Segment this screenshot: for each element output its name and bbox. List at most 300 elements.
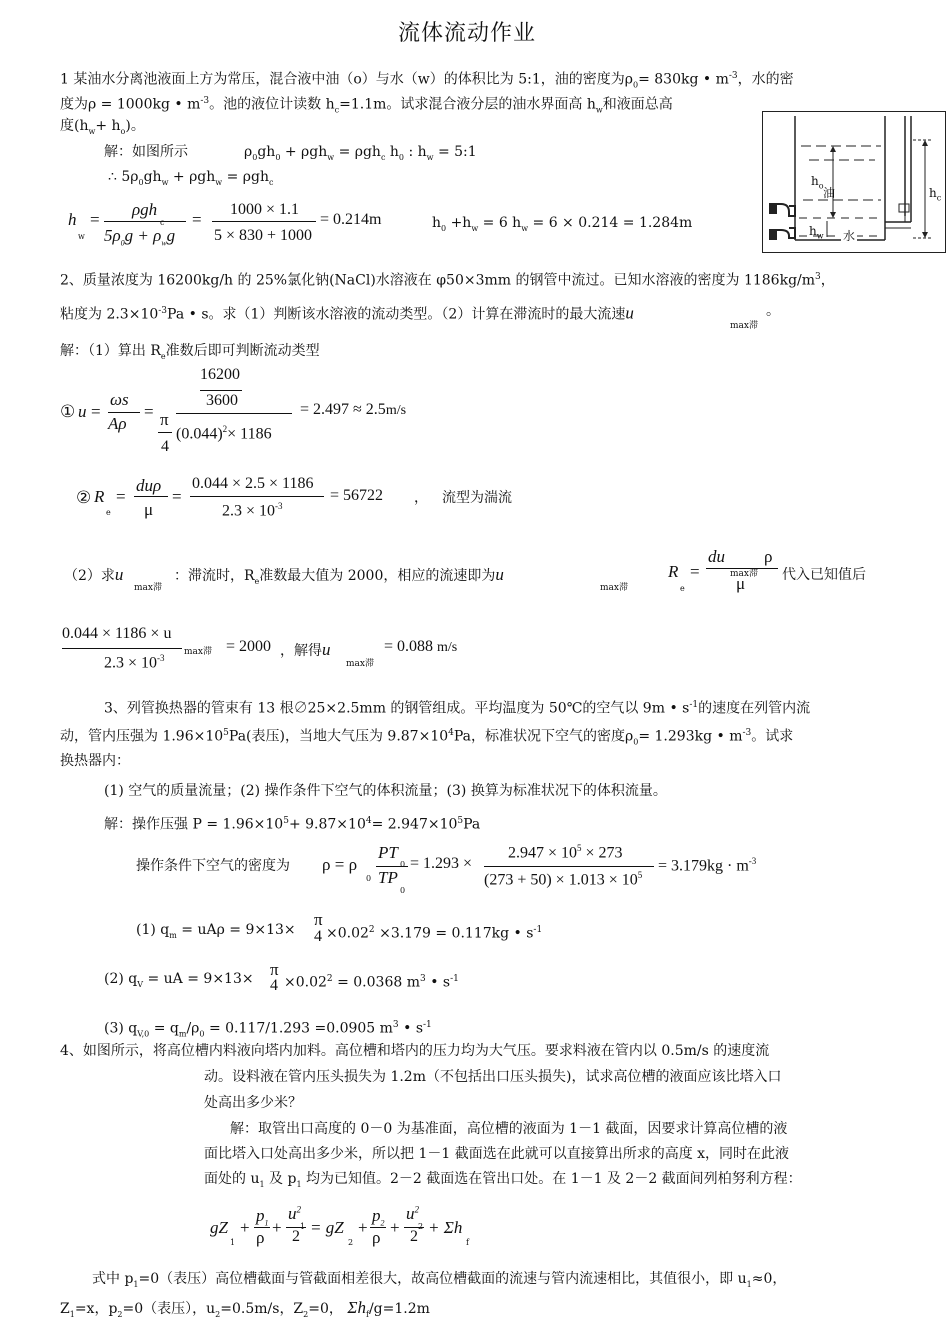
- p4-line1: 4、如图所示，将高位槽内料液向塔内加料。高位槽和塔内的压力均为大气压。要求料液在管内以 0.5m/s 的速度流: [60, 1043, 770, 1059]
- circ2: ②: [76, 488, 92, 507]
- text: p: [256, 1206, 265, 1225]
- fval: [384, 638, 457, 657]
- frac-num2: 1000 × 1.1: [230, 201, 300, 218]
- four: 4: [314, 928, 322, 945]
- sub: 0: [252, 152, 258, 162]
- text: gh: [143, 169, 162, 185]
- sub: w: [327, 152, 335, 162]
- sub: 2: [303, 1309, 309, 1319]
- sub: w: [471, 223, 479, 233]
- durho: duρ: [136, 476, 162, 495]
- text: ∴ 5ρ: [108, 169, 139, 185]
- sub: V,0: [137, 1029, 150, 1039]
- text: u: [288, 1204, 297, 1223]
- text: = gZ: [310, 1218, 344, 1237]
- sub: e: [160, 351, 166, 361]
- sub: 0: [400, 860, 406, 869]
- sub: e: [254, 576, 260, 586]
- sup: -1: [423, 1020, 432, 1030]
- text: + ρgh: [172, 169, 216, 185]
- rho-eq2: = 1.293 ×: [410, 855, 473, 872]
- plus: +: [390, 1218, 400, 1237]
- frac-den2: 5 × 830 + 1000: [214, 227, 313, 244]
- sup: -3: [748, 856, 757, 866]
- text: =0，: [308, 1301, 343, 1317]
- p4-last1: [92, 1270, 786, 1294]
- sub: w: [816, 231, 824, 241]
- sub: w: [521, 223, 529, 233]
- u2: [406, 1204, 419, 1224]
- p3-line3: 换热器内：: [60, 753, 130, 769]
- fraction-bar: [190, 496, 324, 497]
- fsol: [280, 641, 331, 660]
- sub: c: [268, 177, 274, 187]
- sup: 5: [637, 870, 643, 880]
- text: 0.044 × 1186 × u: [62, 625, 172, 642]
- sub: 0: [633, 737, 639, 747]
- sup: 2: [414, 1204, 419, 1215]
- sup: -1: [689, 700, 699, 710]
- p3-line2: [60, 724, 793, 751]
- text: u: [495, 565, 504, 584]
- sub: c: [160, 218, 165, 227]
- text: PT: [378, 843, 398, 862]
- sup: 4: [448, 728, 454, 738]
- sub: e: [106, 508, 111, 517]
- q2e: 代入已知值后: [782, 567, 866, 583]
- text: Pa • s。求（1）判断该水溶液的流动类型。（2）计算在滞流时的最大流速: [167, 306, 626, 323]
- four: 4: [161, 438, 169, 455]
- text: ρgh: [132, 200, 158, 219]
- text: 2、质量浓度为 16200kg/h 的 25%氯化钠(NaCl)水溶液在 φ50×3mm 的钢管中流过。已知水溶液的密度为 1186kg/m: [60, 272, 816, 289]
- four: 4: [270, 977, 278, 994]
- sub: 0: [632, 80, 639, 90]
- text: (2) q: [104, 971, 138, 987]
- text: ρ = ρ: [322, 855, 358, 874]
- sup: 5: [283, 816, 289, 826]
- fres: = 2000: [226, 638, 272, 655]
- label-oil: 油: [823, 186, 836, 200]
- fraction-bar: [376, 866, 408, 867]
- pi: π: [314, 910, 323, 929]
- text: TP: [378, 868, 398, 887]
- sub: 2: [348, 1238, 354, 1247]
- text: g + ρ: [124, 226, 162, 245]
- text: + Σh: [428, 1218, 463, 1237]
- plus: +: [272, 1218, 282, 1237]
- sub: e: [680, 584, 685, 593]
- text: ：滞流时，R: [174, 568, 255, 584]
- text: g: [166, 226, 176, 245]
- fnum: [62, 625, 171, 643]
- eq: =: [690, 562, 700, 581]
- text: ，解得: [280, 643, 322, 659]
- n16200: 16200: [200, 366, 240, 383]
- sub: 2: [215, 1309, 221, 1319]
- p3-c1: [136, 921, 296, 945]
- sup: 3: [815, 272, 821, 282]
- q2b: [174, 566, 504, 591]
- sub: w: [215, 177, 223, 187]
- text: 准数最大值为 2000，相应的流速即为: [259, 568, 496, 584]
- sub: 1: [133, 1279, 139, 1289]
- reden: [222, 501, 283, 520]
- sub: c: [334, 105, 340, 115]
- sub: max滞: [600, 583, 628, 593]
- p2-line2: [60, 302, 634, 324]
- sub: max滞: [730, 569, 758, 579]
- text: Pa(表压)，当地大气压为 9.87×10: [228, 728, 449, 745]
- text: （2）求: [64, 568, 115, 584]
- rho: ρ: [764, 547, 773, 566]
- two: 2: [410, 1228, 418, 1245]
- rho-label: 操作条件下空气的密度为: [136, 858, 290, 874]
- mu: μ: [736, 574, 746, 593]
- sub: max滞: [184, 647, 212, 657]
- text: ≈0，: [751, 1271, 787, 1287]
- p1-solution-label: 解：如图所示: [104, 144, 188, 160]
- sub: m: [169, 930, 177, 940]
- fraction-bar: [176, 413, 292, 414]
- text: +h: [450, 215, 472, 231]
- fraction-bar: [158, 432, 172, 433]
- text: 2.947 × 10: [508, 844, 578, 862]
- sub: 1: [300, 1222, 306, 1231]
- sub: 0: [366, 874, 372, 883]
- sub: max滞: [730, 321, 758, 331]
- text: = 0.117/1.293 =0.0905 m: [208, 1020, 393, 1037]
- two: 2: [292, 1228, 300, 1245]
- sub: f: [365, 1309, 369, 1319]
- text: Σh: [347, 1298, 366, 1317]
- p4-line5: 面比塔入口处高出多少米，所以把 1－1 截面选在此就可以直接算出所求的高度 x，同时在此液: [204, 1146, 790, 1162]
- u1: [288, 1204, 301, 1224]
- text: 均为已知值。2－2 截面选在管出口处。在 1－1 及 2－2 截面间列柏努利方程：: [305, 1171, 802, 1187]
- text: 面处的 u: [204, 1171, 260, 1187]
- arho: Aρ: [108, 414, 127, 433]
- text: = q: [153, 1020, 179, 1037]
- text: 解：（1）算出 R: [60, 343, 161, 359]
- label-water: 水: [843, 229, 856, 243]
- sub: w: [426, 152, 434, 162]
- sup: 2: [326, 974, 333, 984]
- turb: 流型为湍流: [442, 490, 512, 506]
- p1-sol-eq1: [244, 143, 477, 167]
- text: 3、列管换热器的管束有 13 根∅25×2.5mm 的钢管组成。平均温度为 50℃的空气以 9m • s: [104, 700, 690, 717]
- sup: 3: [392, 1020, 399, 1030]
- rho-den: [484, 870, 642, 889]
- sub: f: [466, 1238, 469, 1247]
- sub: m: [178, 1029, 187, 1039]
- fraction-bar: [706, 568, 778, 569]
- sub: 0: [120, 238, 125, 248]
- sub: c: [936, 193, 942, 203]
- sub: V: [137, 979, 144, 989]
- re2num: du: [708, 547, 725, 566]
- p1-sol-eq2: [108, 168, 273, 192]
- p3-c1b: [326, 921, 542, 943]
- re: R: [94, 487, 105, 506]
- p1-line1: [60, 67, 794, 94]
- sub: max滞: [346, 659, 374, 669]
- tp0: [378, 868, 398, 888]
- text: 粘度为 2.3×10: [60, 306, 159, 323]
- text: = 0.088: [384, 638, 434, 655]
- sup: -1: [450, 974, 459, 984]
- rho: ρ: [256, 1228, 265, 1247]
- text: h: [811, 174, 819, 188]
- text: × 1186: [227, 425, 272, 443]
- text: =0（表压）高位槽截面与管截面相差很大，故高位槽截面的流速与管内流速相比，其值很小，即 u: [138, 1271, 747, 1287]
- text: ×3.179 = 0.117kg • s: [379, 925, 534, 942]
- text: gh: [257, 144, 276, 160]
- text: u: [625, 303, 634, 323]
- text: 。池的液位计读数 h: [209, 96, 335, 113]
- sub: o: [818, 181, 824, 191]
- sub: w: [595, 105, 603, 115]
- p2: [372, 1206, 385, 1227]
- p3-c2: [104, 970, 254, 994]
- fraction-bar: [108, 412, 140, 413]
- sub: w: [161, 238, 167, 248]
- sup: -1: [533, 925, 543, 935]
- p1-total: [432, 214, 692, 238]
- sub: w: [78, 232, 85, 241]
- text: : h: [408, 144, 427, 160]
- text: h: [929, 186, 937, 200]
- ws: ωs: [110, 390, 129, 409]
- p1: [256, 1206, 269, 1227]
- text: 度为ρ = 1000kg • m: [60, 96, 201, 113]
- text: • s: [403, 1020, 424, 1037]
- sub: 2: [117, 1309, 123, 1319]
- renum: 0.044 × 2.5 × 1186: [192, 475, 314, 492]
- p4-line6: [204, 1170, 802, 1194]
- comma: ，: [414, 490, 428, 506]
- eq: =: [116, 487, 126, 506]
- eq: =: [144, 402, 154, 421]
- re2: R: [668, 562, 679, 581]
- text: + 9.87×10: [288, 816, 366, 833]
- rho-res: [658, 856, 756, 875]
- text: = ρgh: [226, 169, 269, 185]
- oil-water-tank-figure: [762, 111, 946, 253]
- text: =0（表压），u: [122, 1301, 216, 1317]
- text: 。试求: [751, 728, 794, 745]
- text: = 6 × 0.214 = 1.284m: [532, 215, 693, 231]
- pi: π: [160, 410, 169, 429]
- label-h0: [811, 174, 824, 190]
- page-title: 流体流动作业: [398, 21, 537, 46]
- pi: π: [270, 960, 279, 979]
- sub: w: [161, 177, 169, 187]
- sub: 0: [275, 152, 281, 162]
- text: 。: [766, 303, 780, 319]
- p3-line1: [104, 696, 810, 718]
- p2-line1: [60, 268, 835, 290]
- n3600: 3600: [206, 392, 238, 409]
- circ1: ①: [60, 402, 76, 421]
- sub: 0: [400, 886, 406, 895]
- text: u: [322, 640, 331, 659]
- p1-hw: [68, 210, 77, 230]
- text: m/s: [385, 403, 407, 418]
- sup: 3: [420, 974, 426, 984]
- p4-line2: 动。设料液在管内压头损失为 1.2m（不包括出口压头损失)，试求高位槽的液面应该比塔入口: [204, 1069, 782, 1085]
- sub: max滞: [134, 583, 162, 593]
- text: 度(h: [60, 118, 89, 134]
- text: (0.044): [176, 425, 223, 443]
- sub: 0: [199, 1029, 205, 1039]
- text: p: [372, 1206, 381, 1225]
- text: = 830kg • m: [638, 71, 729, 88]
- text: =0.5m/s，Z: [220, 1301, 304, 1317]
- text: (1) q: [136, 922, 170, 938]
- text: 2.3 × 10: [104, 654, 158, 672]
- text: = uAρ = 9×13×: [181, 922, 296, 938]
- text: 准数后即可判断流动类型: [165, 343, 320, 359]
- label-hc: [929, 186, 941, 202]
- p4-line3: 处高出多少米？: [204, 1095, 302, 1111]
- sub: 0: [138, 177, 144, 187]
- rho-num: [508, 843, 623, 862]
- text: 和液面总高: [602, 96, 673, 113]
- res2: = 56722: [330, 487, 384, 504]
- text: 5ρ: [104, 226, 121, 245]
- text: 及 p: [269, 1171, 297, 1187]
- bern-gz1: [210, 1218, 228, 1238]
- label-hw: [809, 224, 824, 240]
- sub: 1: [296, 1179, 302, 1189]
- text: 2.3 × 10: [222, 502, 276, 520]
- fraction-bar: [200, 390, 242, 391]
- text: h: [432, 215, 442, 231]
- text: ρ: [244, 144, 253, 160]
- rho: ρ: [372, 1228, 381, 1247]
- sub: w: [88, 126, 96, 136]
- p3-c2b: [284, 970, 459, 992]
- rho-eq: [322, 855, 357, 875]
- text: • s: [430, 974, 451, 991]
- sub: 0: [398, 152, 405, 162]
- text: × 273: [585, 844, 623, 862]
- text: + h: [95, 118, 121, 134]
- p3-sol1: [104, 812, 480, 834]
- text: 1 某油水分离池液面上方为常压，混合液中油（o）与水（w）的体积比为 5:1，油的密度为ρ: [60, 71, 633, 88]
- text: 式中 p: [92, 1271, 134, 1287]
- eq-sign: =: [90, 210, 100, 229]
- sub: 1: [259, 1179, 265, 1189]
- plus: +: [240, 1218, 250, 1237]
- text: = ρgh: [338, 144, 381, 160]
- sub: 1: [746, 1279, 752, 1289]
- sub: 2: [418, 1222, 424, 1231]
- text: = 6 h: [482, 215, 522, 231]
- mu: μ: [144, 500, 154, 519]
- text: h: [809, 224, 817, 238]
- text: =1.1m。试求混合液分层的油水界面高 h: [339, 96, 596, 113]
- text: gZ: [210, 1218, 228, 1237]
- sub: c: [380, 152, 386, 162]
- text: Z: [60, 1301, 70, 1317]
- text: = 1.293kg • m: [638, 728, 743, 745]
- text: =x，p: [74, 1301, 118, 1317]
- p1-result: = 0.214m: [320, 211, 382, 228]
- text: /g=1.2m: [368, 1301, 430, 1317]
- fraction-bar: [104, 221, 186, 222]
- frac-num: [132, 200, 157, 220]
- text: = 3.179kg · m: [658, 857, 749, 875]
- sub: 0: [441, 223, 447, 233]
- text: h: [389, 144, 399, 160]
- eq: =: [172, 487, 182, 506]
- fraction-bar: [134, 496, 168, 497]
- p3-c3: [104, 1016, 432, 1043]
- text: 动，管内压强为 1.96×10: [60, 728, 224, 745]
- sub: 1: [264, 1218, 269, 1228]
- text: = uA = 9×13×: [147, 971, 254, 987]
- text: u: [406, 1204, 415, 1223]
- text: )。: [125, 118, 145, 134]
- sup: 2: [296, 1204, 301, 1215]
- text: = 5:1: [437, 144, 477, 160]
- text: u: [114, 565, 124, 584]
- sub: o: [120, 126, 126, 136]
- text: 的速度在列管内流: [698, 700, 811, 717]
- sup: -3: [157, 653, 165, 663]
- text: /ρ: [186, 1020, 200, 1037]
- text: = 2.947×10: [371, 816, 458, 833]
- sup: 2: [368, 925, 375, 935]
- q2: [64, 566, 123, 585]
- u: u: [78, 402, 87, 421]
- text: + ρgh: [284, 144, 328, 160]
- sup: 5: [457, 816, 464, 826]
- fraction-bar: [484, 866, 654, 867]
- p2-sol1: [60, 342, 320, 366]
- eq: =: [91, 402, 101, 421]
- text: Pa: [463, 816, 481, 833]
- text: = 2.497 ≈ 2.5: [300, 401, 386, 418]
- sup: -3: [728, 71, 738, 81]
- text: h: [68, 210, 77, 229]
- text: = 0.0368 m: [337, 974, 420, 991]
- fden: [104, 653, 165, 672]
- p4-line4: 解：取管出口高度的 0－0 为基准面，高位槽的液面为 1－1 截面，因要求计算高位槽的液: [230, 1121, 788, 1137]
- bern-gz2: [310, 1218, 344, 1238]
- text: (273 + 50) × 1.013 × 10: [484, 871, 638, 889]
- p4-last2: [60, 1299, 430, 1324]
- p1-line2: [60, 92, 673, 119]
- sub: 1: [230, 1238, 236, 1247]
- sum-hf: [428, 1218, 462, 1238]
- p1-line3: [60, 117, 145, 141]
- p3-line4: (1) 空气的质量流量；(2) 操作条件下空气的体积流量；(3) 换算为标准状况下的体积流量。: [104, 783, 667, 799]
- sup: 5: [223, 728, 229, 738]
- plus: +: [358, 1218, 368, 1237]
- fraction-bar: [212, 221, 316, 222]
- text: ×0.02: [284, 974, 327, 991]
- text: Pa，标准状况下空气的密度ρ: [453, 728, 634, 745]
- sub: 2: [380, 1218, 385, 1228]
- text: (3) q: [104, 1020, 138, 1037]
- text: m/s: [437, 640, 458, 655]
- sup: 2: [222, 424, 228, 434]
- denom: [176, 424, 272, 443]
- fraction-bar: [62, 648, 182, 649]
- frac-den: [104, 226, 175, 247]
- sup: 4: [365, 816, 372, 826]
